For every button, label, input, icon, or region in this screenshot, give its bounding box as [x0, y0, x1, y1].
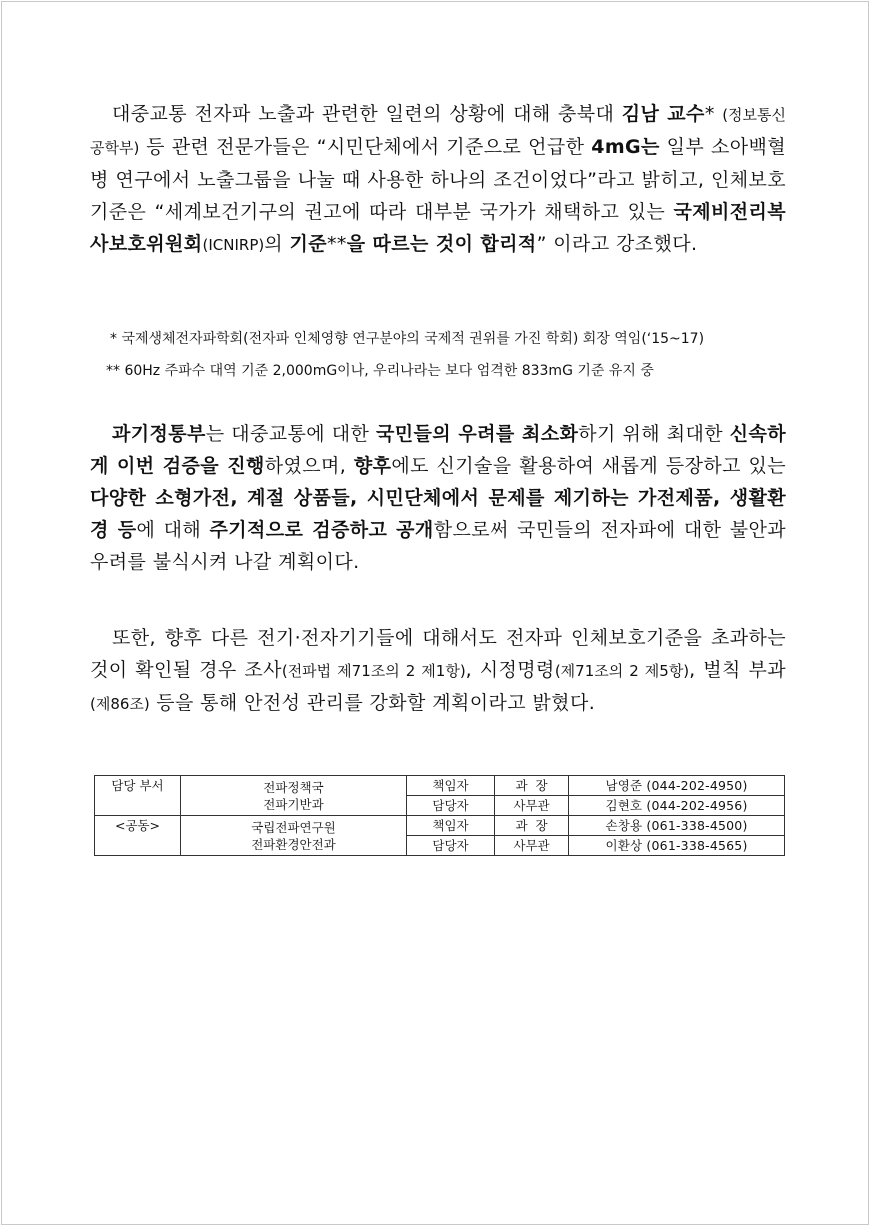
text-segment-small: (제86조) [90, 695, 150, 713]
text-segment: , 시정명령 [465, 659, 555, 681]
text-segment-bold: 향후 [353, 455, 392, 477]
dept-label-cell: 담당 부서 [95, 776, 181, 816]
text-segment: 등을 통해 안전성 관리를 강화할 계획이라고 밝혔다. [149, 692, 596, 714]
dept-label-cell: <공동> [95, 816, 181, 856]
text-segment-bold: 과기정통부 [112, 423, 206, 445]
text-segment-bold: 4mG는 [591, 136, 660, 158]
position-cell: 사무관 [495, 836, 569, 856]
contact-cell: 손창용 (061-338-4500) [569, 816, 785, 836]
text-segment: 대중교통 전자파 노출과 관련한 일련의 상황에 대해 충북대 [112, 103, 622, 125]
text-segment: 일부 소아백혈병 연구에서 노출그룹을 나눌 때 사용한 하나의 조건이었다”라고 밝히고, 인체보호기준은 “세계보건기구의 권고에 따라 대부분 국가가 채택하고 있는 [90, 136, 787, 223]
footnote-marker: ** [326, 233, 347, 255]
org-cell [181, 776, 407, 816]
text-segment-bold: 국제비전리복사보호위원회 [90, 201, 786, 255]
table-row [95, 816, 785, 836]
org-line: 국립전파연구원 [251, 819, 336, 835]
text-segment-small: (제71조의 2 제5항) [554, 662, 690, 680]
text-segment: 함으로써 국민들의 전자파에 대한 불안과 우려를 불식시켜 나갈 계획이다. [90, 519, 787, 573]
text-segment: 에 대해 [136, 519, 210, 541]
role-cell: 책임자 [407, 816, 495, 836]
contact-table [94, 775, 785, 856]
paragraph-ministry-plan [90, 418, 786, 578]
text-segment: ” 이라고 강조했다. [536, 233, 698, 255]
text-segment: , 벌칙 부과 [689, 659, 786, 681]
text-segment-bold: 다양한 소형가전, 계절 상품들, 시민단체에서 문제를 제기하는 가전제품, 생활환경 등 [90, 487, 786, 541]
contact-cell: 남영준 (044-202-4950) [569, 776, 785, 796]
footnote-marker: * [704, 103, 723, 125]
text-segment: 에도 신기술을 활용하여 새롭게 등장하고 있는 [391, 455, 786, 477]
text-segment: 는 대중교통에 대한 [205, 423, 377, 445]
position-cell: 사무관 [495, 796, 569, 816]
role-cell: 담당자 [407, 836, 495, 856]
text-segment: 의 [264, 233, 290, 255]
role-cell: 책임자 [407, 776, 495, 796]
position-cell: 과 장 [495, 776, 569, 796]
text-segment: 또한, 향후 다른 전기·전자기기들에 대해서도 전자파 인체보호기준을 초과하는 것이 확인될 경우 조사 [90, 627, 786, 681]
text-segment-small: (ICNIRP) [202, 236, 265, 254]
paragraph-enforcement [90, 622, 786, 720]
document-page [1, 1, 869, 1225]
org-cell [181, 816, 407, 856]
paragraph-expert-opinion [90, 98, 786, 261]
footnote-1: * 국제생체전자파학회(전자파 인체영향 연구분야의 국제적 권위를 가진 학회) 회장 역임(‘15~17) [110, 331, 705, 347]
text-segment: 등 관련 전문가들은 “시민단체에서 기준으로 언급한 [139, 136, 592, 158]
contact-cell: 김현호 (044-202-4956) [569, 796, 785, 816]
text-segment-bold: 국민들의 우려를 최소화 [376, 423, 579, 445]
text-segment: 하기 위해 최대한 [578, 423, 730, 445]
position-cell: 과 장 [495, 816, 569, 836]
role-cell: 담당자 [407, 796, 495, 816]
org-line: 전파정책국 [263, 779, 324, 795]
text-segment-bold: 김남 교수 [621, 103, 705, 125]
text-segment-bold: 기준 [289, 233, 327, 255]
text-segment: 하였으며, [264, 455, 354, 477]
footnote-2: ** 60Hz 주파수 대역 기준 2,000mG이나, 우리나라는 보다 엄격한 833mG 기준 유지 중 [106, 363, 654, 379]
contact-cell: 이환상 (061-338-4565) [569, 836, 785, 856]
text-segment-bold: 을 따르는 것이 합리적 [346, 233, 537, 255]
text-segment-small: (전파법 제71조의 2 제1항) [281, 662, 466, 680]
text-segment-small: (정보통신공학부) [90, 106, 786, 157]
org-line: 전파환경안전과 [251, 836, 336, 852]
text-segment-bold: 주기적으로 검증하고 공개 [209, 519, 434, 541]
org-line: 전파기반과 [263, 796, 324, 812]
text-segment-bold: 신속하게 이번 검증을 진행 [90, 423, 786, 477]
table-row [95, 776, 785, 796]
